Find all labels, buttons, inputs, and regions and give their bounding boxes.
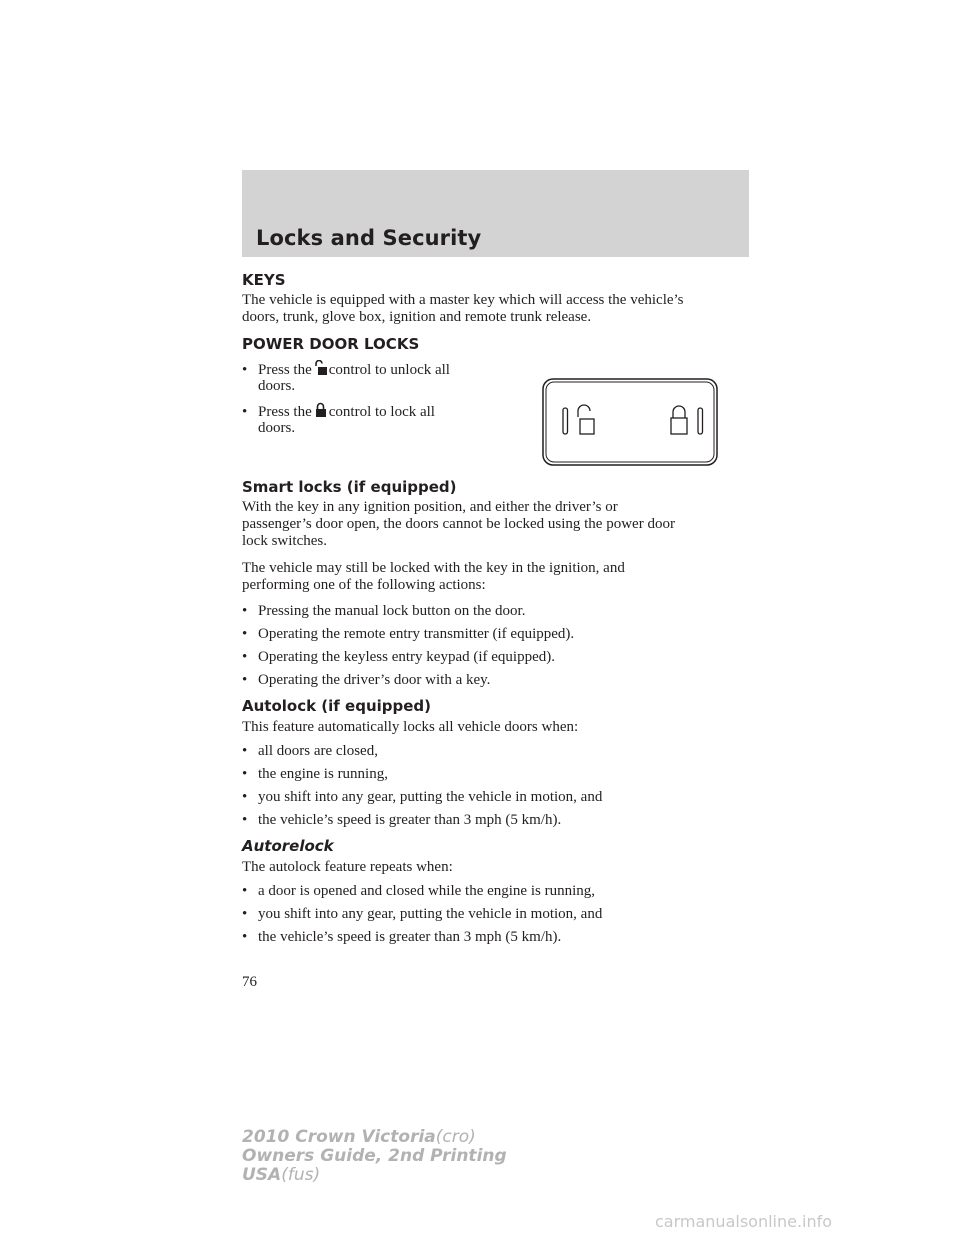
list-item: • the engine is running, (242, 766, 388, 782)
power-door-locks-heading: POWER DOOR LOCKS (242, 335, 420, 353)
list-item: • a door is opened and closed while the engine is running, (242, 883, 596, 899)
list-item: • the vehicle’s speed is greater than 3 mph (5 km/h). (242, 812, 562, 828)
keys-heading: KEYS (242, 271, 286, 289)
smart-locks-paragraph-2: The vehicle may still be locked with the key in the ignition, and performing one of the following actions: (242, 560, 625, 593)
unlock-icon (314, 360, 328, 376)
list-item: • Operating the driver’s door with a key. (242, 672, 491, 688)
smart-locks-heading: Smart locks (if equipped) (242, 478, 457, 496)
section-title: Locks and Security (256, 226, 482, 250)
keys-paragraph: The vehicle is equipped with a master key which will access the vehicle’s doors, trunk, glove box, ignition and remote trunk release. (242, 292, 684, 325)
list-item: • Operating the keyless entry keypad (if equipped). (242, 649, 555, 665)
list-item: • Operating the remote entry transmitter (if equipped). (242, 626, 575, 642)
list-item: • Press the control to unlock all (242, 362, 450, 378)
list-item: • you shift into any gear, putting the vehicle in motion, and (242, 906, 603, 922)
autorelock-heading: Autorelock (242, 837, 334, 855)
smart-locks-paragraph: With the key in any ignition position, and either the driver’s or passenger’s door open, the doors cannot be locked using the power door lock switches. (242, 499, 675, 549)
lock-icon (314, 402, 328, 418)
autolock-intro: This feature automatically locks all vehicle doors when: (242, 719, 579, 735)
autorelock-intro: The autolock feature repeats when: (242, 859, 453, 875)
door-lock-switch-illustration (542, 378, 720, 472)
autolock-heading: Autolock (if equipped) (242, 697, 432, 715)
list-item: • the vehicle’s speed is greater than 3 mph (5 km/h). (242, 929, 562, 945)
watermark: carmanualsonline.info (655, 1212, 833, 1231)
list-item: • Pressing the manual lock button on the door. (242, 603, 526, 619)
page-number: 76 (242, 974, 257, 990)
list-item: • Press the control to lock all (242, 404, 435, 420)
list-item: • you shift into any gear, putting the vehicle in motion, and (242, 789, 603, 805)
list-item: • all doors are closed, (242, 743, 378, 759)
footer-print-info: 2010 Crown Victoria(cro) Owners Guide, 2nd Printing USA(fus) (242, 1127, 507, 1185)
